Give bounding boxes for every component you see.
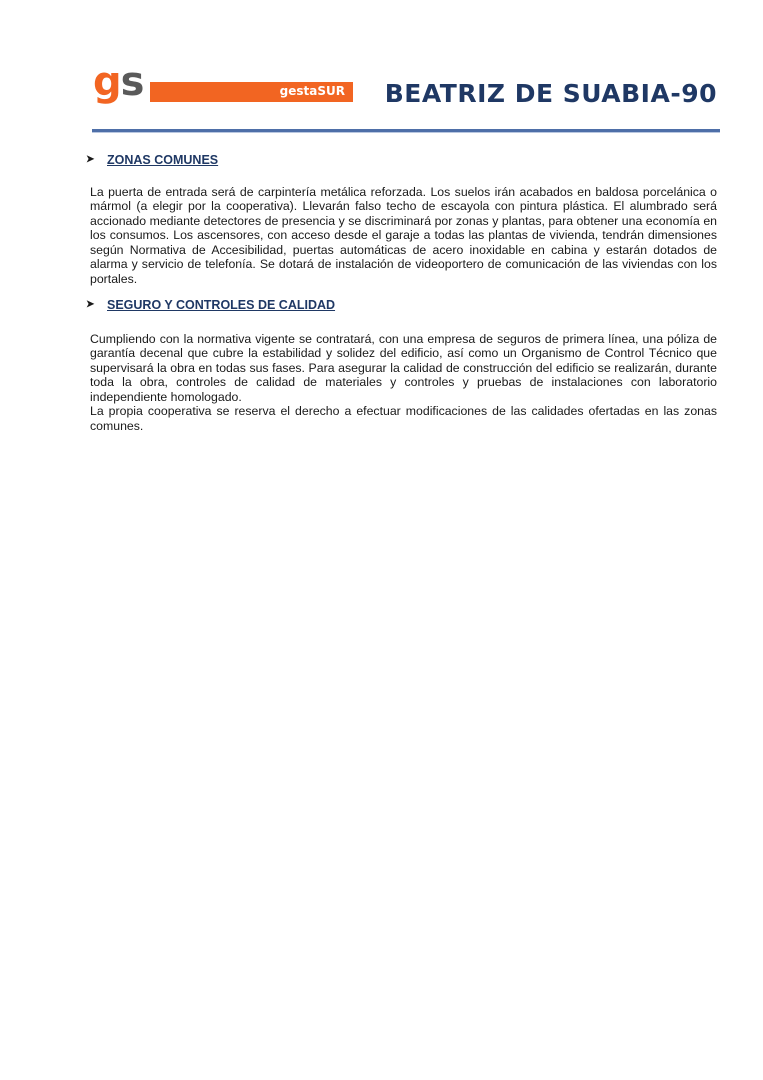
page-header bbox=[0, 0, 763, 140]
paragraph: La propia cooperativa se reserva el derecho a efectuar modificaciones de las calidades ofertadas en las zonas comunes. bbox=[90, 404, 717, 433]
arrow-bullet-icon: ➤ bbox=[86, 154, 95, 165]
section-zonas-comunes bbox=[86, 153, 717, 286]
section-title: SEGURO Y CONTROLES DE CALIDAD bbox=[107, 298, 336, 312]
document-title: BEATRIZ DE SUABIA-90 bbox=[384, 79, 717, 108]
section-heading bbox=[86, 298, 717, 313]
logo-text: gestaSUR bbox=[279, 84, 345, 98]
logo-letter-g: g bbox=[93, 59, 121, 105]
logo-bar bbox=[150, 82, 353, 102]
section-title: ZONAS COMUNES bbox=[107, 153, 219, 167]
paragraph: Cumpliendo con la normativa vigente se contratará, con una empresa de seguros de primera línea, una póliza de garantía decenal que cubre la estabilidad y solidez del edificio, así como un Organismo de Control Técnico que supervisará la obra en todas sus fases. Para asegurar la calidad de construcción del edificio se realizarán, durante toda la obra, controles de calidad de materiales y controles y pruebas de instalaciones con laboratorio independiente homologado. bbox=[90, 331, 717, 404]
header-divider-shadow bbox=[92, 132, 720, 133]
arrow-bullet-icon: ➤ bbox=[86, 299, 95, 310]
logo-letter-s: s bbox=[120, 59, 144, 105]
paragraph: La puerta de entrada será de carpintería metálica reforzada. Los suelos irán acabados en baldosa porcelánica o mármol (a elegir por la cooperativa). Llevarán falso techo de escayola con pintura plástica. El alumbrado será accionado mediante detectores de presencia y se discriminará por zonas y plantas, para obtener una economía en los consumos. Los ascensores, con acceso desde el garaje a todas las plantas de vivienda, tendrán dimensiones según Normativa de Accesibilidad, puertas automáticas de acero inoxidable en cabina y estarán dotados de alarma y servicio de telefonía. Se dotará de instalación de videoportero de comunicación de las viviendas con los portales. bbox=[90, 184, 717, 286]
gestasur-logo bbox=[93, 59, 144, 105]
section-seguro-calidad bbox=[86, 298, 717, 433]
section-heading bbox=[86, 153, 717, 168]
document-body bbox=[86, 150, 717, 433]
